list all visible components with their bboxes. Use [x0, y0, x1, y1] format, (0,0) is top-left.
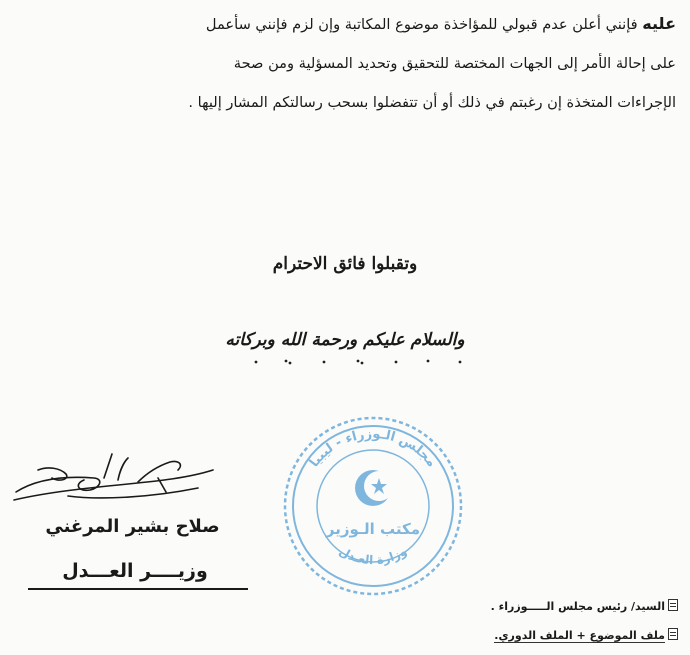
letter-body [10, 4, 676, 122]
document-icon [668, 599, 678, 611]
cc-line-1 [358, 599, 678, 613]
document-icon [668, 628, 678, 640]
cc-line-2 [358, 628, 678, 642]
crescent-star-icon [355, 470, 394, 506]
body-line-1 [10, 4, 676, 44]
stamp-inner-text: مكتب الـوزير [325, 520, 421, 538]
body-line-1-text: فإنني أعلن عدم قبولي للمؤاخذة موضوع المكاتبة وإن لزم فإنني سأعمل [205, 16, 638, 33]
closing-salutation: والسلام عليكم ورحمة الله وبركاته [225, 330, 465, 350]
calligraphy-dots [246, 358, 476, 366]
body-line-3: الإجراءات المتخذة إن رغبتم في ذلك أو أن تتفضلوا بسحب رسالتكم المشار إليها . [188, 94, 676, 111]
svg-text:وزارة العـدل [337, 544, 410, 567]
regards-line: وتقبلوا فائق الاحترام [272, 254, 418, 274]
stamp-outer-text: مجلس الـوزراء - ليبيا [306, 426, 439, 471]
body-line-2: على إحالة الأمر إلى الجهات المختصة للتحقيق وتحديد المسؤلية ومن صحة [233, 55, 676, 72]
handwritten-signature [8, 448, 223, 518]
cc-line-1-text: السيد/ رئيس مجلس الـــــوزراء . [490, 600, 665, 613]
svg-text:مجلس الـوزراء - ليبيا [307, 427, 439, 470]
ministry-stamp [275, 412, 471, 596]
cc-line-2-text: ملف الموضوع + الملف الدوري. [494, 629, 665, 642]
signer-title-underline [28, 588, 248, 590]
stamp-bottom-text: وزارة العـدل [336, 544, 410, 568]
signer-title: وزيــــر العـــدل [62, 560, 208, 582]
lead-word: عليه [642, 14, 676, 33]
signer-name: صلاح بشير المرغني [45, 516, 220, 537]
